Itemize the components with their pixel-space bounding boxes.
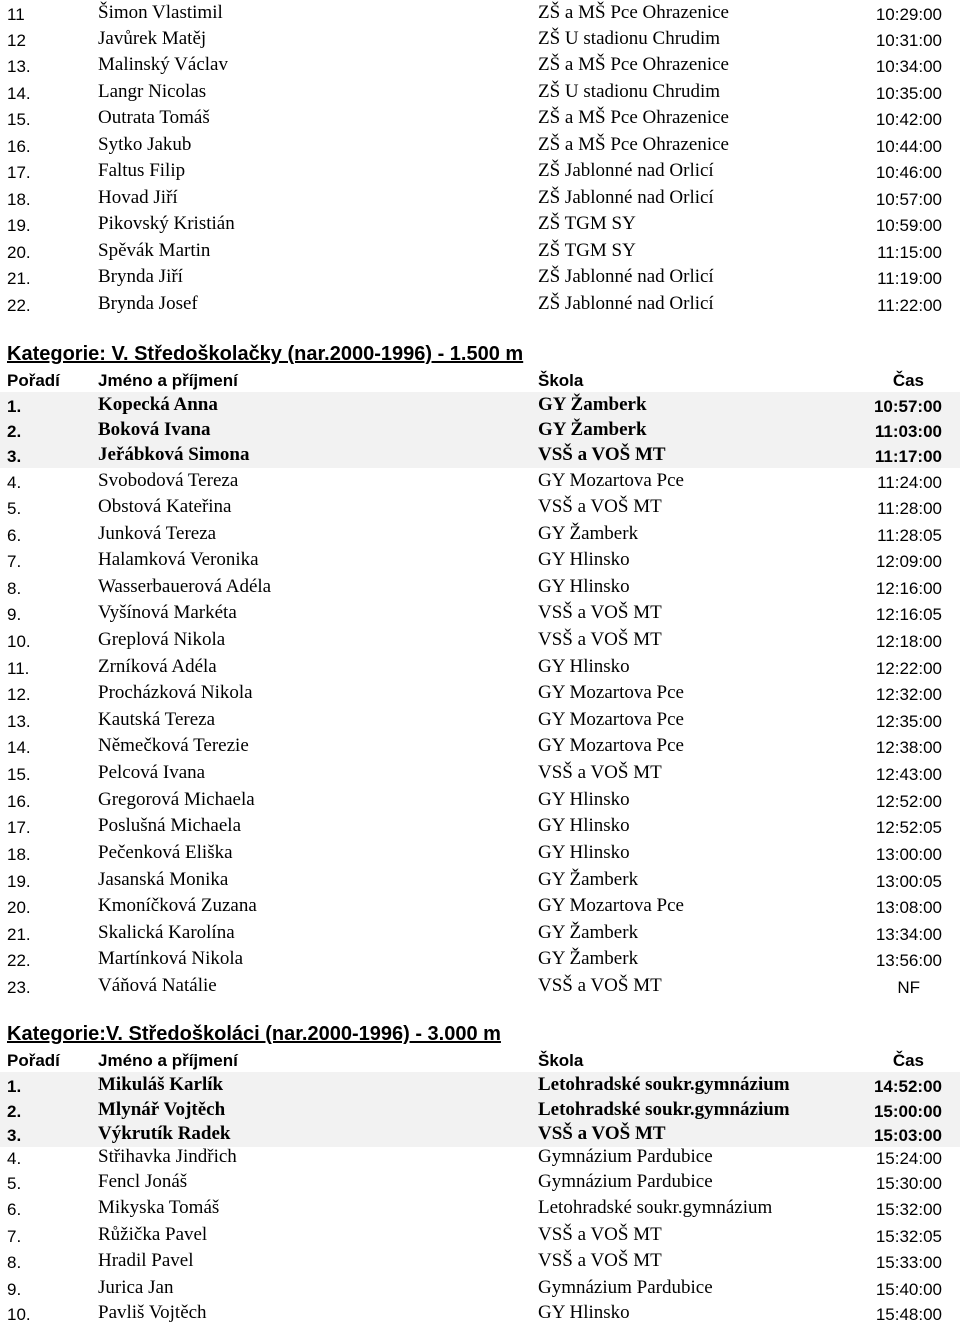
name-cell: Greplová Nikola: [98, 629, 226, 650]
school-cell: GY Mozartova Pce: [538, 895, 684, 916]
school-cell: GY Žamberk: [538, 394, 647, 415]
header-school: Škola: [538, 1051, 584, 1070]
school-cell: ZŠ U stadionu Chrudim: [538, 28, 721, 49]
time-cell: 15:32:00: [875, 1200, 942, 1219]
name-cell: Svobodová Tereza: [98, 470, 239, 491]
table-row: [0, 1275, 960, 1301]
table-row: [0, 1300, 960, 1326]
header-time: Čas: [892, 371, 924, 390]
time-cell: 15:00:00: [873, 1102, 942, 1121]
time-cell: 11:28:00: [877, 499, 942, 518]
time-cell: 12:43:00: [875, 765, 942, 784]
time-cell: 13:00:05: [875, 872, 942, 891]
table-row: [0, 760, 960, 786]
rank-cell: 22.: [7, 296, 31, 315]
school-cell: VSŠ a VOŠ MT: [538, 444, 666, 465]
time-cell: 13:56:00: [875, 951, 942, 970]
name-cell: Junková Tereza: [98, 523, 217, 544]
name-cell: Jeřábková Simona: [98, 444, 250, 465]
rank-cell: 18.: [7, 845, 31, 864]
rank-cell: 6.: [7, 1200, 22, 1219]
time-cell: 13:08:00: [875, 898, 942, 917]
school-cell: GY Hlinsko: [538, 656, 630, 677]
time-cell: 10:57:00: [875, 190, 942, 209]
name-cell: Růžička Pavel: [98, 1224, 208, 1245]
name-cell: Langr Nicolas: [98, 81, 207, 102]
time-cell: 11:28:05: [877, 526, 942, 545]
school-cell: Letohradské soukr.gymnázium: [538, 1099, 790, 1120]
table-header-girls: [0, 366, 960, 392]
time-cell: 10:59:00: [875, 216, 942, 235]
school-cell: VSŠ a VOŠ MT: [538, 629, 662, 650]
name-cell: Malinský Václav: [98, 54, 228, 75]
table-row: [0, 392, 960, 418]
time-cell: 12:22:00: [875, 659, 942, 678]
table-row: [0, 52, 960, 78]
school-cell: Gymnázium Pardubice: [538, 1146, 713, 1167]
school-cell: Letohradské soukr.gymnázium: [538, 1197, 773, 1218]
school-cell: VSŠ a VOŠ MT: [538, 762, 662, 783]
time-cell: 12:16:05: [875, 605, 942, 624]
school-cell: ZŠ U stadionu Chrudim: [538, 81, 721, 102]
school-cell: GY Mozartova Pce: [538, 682, 684, 703]
table-row: [0, 893, 960, 919]
school-cell: VSŠ a VOŠ MT: [538, 602, 662, 623]
school-cell: GY Hlinsko: [538, 815, 630, 836]
time-cell: 13:34:00: [875, 925, 942, 944]
time-cell: 12:16:00: [875, 579, 942, 598]
table-row: [0, 79, 960, 105]
table-row: [0, 600, 960, 626]
rank-cell: 11: [7, 5, 25, 24]
school-cell: ZŠ a MŠ Pce Ohrazenice: [538, 134, 729, 155]
table-row: [0, 973, 960, 999]
table-row: [0, 547, 960, 573]
school-cell: Gymnázium Pardubice: [538, 1171, 713, 1192]
table-row: [0, 494, 960, 520]
school-cell: VSŠ a VOŠ MT: [538, 975, 662, 996]
school-cell: ZŠ a MŠ Pce Ohrazenice: [538, 54, 729, 75]
table-row: [0, 1144, 960, 1170]
table-row: [0, 264, 960, 290]
name-cell: Kopecká Anna: [98, 394, 218, 415]
time-cell: 15:32:05: [875, 1227, 942, 1246]
table-row: [0, 1222, 960, 1248]
rank-cell: 5.: [7, 499, 22, 518]
school-cell: ZŠ a MŠ Pce Ohrazenice: [538, 107, 729, 128]
name-cell: Obstová Kateřina: [98, 496, 232, 517]
name-cell: Váňová Natálie: [98, 975, 217, 996]
name-cell: Jasanská Monika: [98, 869, 229, 890]
rank-cell: 20.: [7, 898, 31, 917]
rank-cell: 1.: [7, 397, 22, 416]
name-cell: Pelcová Ivana: [98, 762, 206, 783]
table-row: [0, 158, 960, 184]
school-cell: ZŠ Jablonné nad Orlicí: [538, 160, 714, 181]
table-row: [0, 1097, 960, 1123]
school-cell: GY Žamberk: [538, 948, 639, 969]
rank-cell: 4.: [7, 473, 22, 492]
rank-cell: 4.: [7, 1149, 22, 1168]
rank-cell: 14.: [7, 738, 31, 757]
rank-cell: 8.: [7, 579, 22, 598]
rank-cell: 7.: [7, 1227, 22, 1246]
name-cell: Brynda Josef: [98, 293, 198, 314]
rank-cell: 5.: [7, 1174, 22, 1193]
rank-cell: 22.: [7, 951, 31, 970]
time-cell: 10:35:00: [875, 84, 942, 103]
name-cell: Javůrek Matěj: [98, 28, 207, 49]
time-cell: 15:33:00: [875, 1253, 942, 1272]
name-cell: Sytko Jakub: [98, 134, 192, 155]
time-cell: 15:40:00: [875, 1280, 942, 1299]
time-cell: 11:22:00: [877, 296, 942, 315]
rank-cell: 2.: [7, 1102, 22, 1121]
time-cell: NF: [897, 978, 920, 997]
name-cell: Mikuláš Karlík: [98, 1074, 224, 1095]
table-row: [0, 442, 960, 468]
school-cell: GY Žamberk: [538, 523, 639, 544]
time-cell: 10:46:00: [875, 163, 942, 182]
school-cell: GY Mozartova Pce: [538, 735, 684, 756]
rank-cell: 12.: [7, 685, 31, 704]
name-cell: Faltus Filip: [98, 160, 186, 181]
table-row: [0, 867, 960, 893]
time-cell: 10:42:00: [875, 110, 942, 129]
time-cell: 11:24:00: [877, 473, 942, 492]
rank-cell: 7.: [7, 552, 22, 571]
time-cell: 12:52:00: [875, 792, 942, 811]
table-row: [0, 813, 960, 839]
rank-cell: 12: [7, 31, 26, 50]
table-row: [0, 574, 960, 600]
rank-cell: 23.: [7, 978, 31, 997]
school-cell: VSŠ a VOŠ MT: [538, 1123, 666, 1144]
school-cell: ZŠ a MŠ Pce Ohrazenice: [538, 2, 729, 23]
time-cell: 10:34:00: [875, 57, 942, 76]
time-cell: 11:15:00: [877, 243, 942, 262]
table-row: [0, 707, 960, 733]
school-cell: ZŠ TGM SY: [538, 213, 636, 234]
table-row: [0, 0, 960, 26]
name-cell: Fencl Jonáš: [98, 1171, 188, 1192]
time-cell: 15:03:00: [873, 1126, 942, 1145]
school-cell: ZŠ TGM SY: [538, 240, 636, 261]
name-cell: Střihavka Jindřich: [98, 1146, 237, 1167]
header-rank: Pořadí: [7, 371, 60, 390]
school-cell: GY Hlinsko: [538, 549, 630, 570]
rank-cell: 10.: [7, 1305, 31, 1324]
rank-cell: 17.: [7, 818, 31, 837]
school-cell: VSŠ a VOŠ MT: [538, 1250, 662, 1271]
school-cell: GY Mozartova Pce: [538, 470, 684, 491]
school-cell: GY Žamberk: [538, 419, 647, 440]
table-row: [0, 521, 960, 547]
table-row: [0, 291, 960, 317]
table-row: [0, 26, 960, 52]
rank-cell: 10.: [7, 632, 31, 651]
rank-cell: 2.: [7, 422, 22, 441]
name-cell: Kmoníčková Zuzana: [98, 895, 257, 916]
rank-cell: 9.: [7, 1280, 22, 1299]
school-cell: VSŠ a VOŠ MT: [538, 496, 662, 517]
table-row: [0, 733, 960, 759]
rank-cell: 16.: [7, 792, 31, 811]
table-row: [0, 1195, 960, 1221]
rank-cell: 19.: [7, 872, 31, 891]
school-cell: GY Žamberk: [538, 869, 639, 890]
name-cell: Pikovský Kristián: [98, 213, 235, 234]
table-row: [0, 1169, 960, 1195]
time-cell: 11:03:00: [874, 422, 942, 441]
name-cell: Gregorová Michaela: [98, 789, 255, 810]
table-row: [0, 946, 960, 972]
table-row: [0, 1072, 960, 1098]
rank-cell: 11.: [7, 659, 30, 678]
time-cell: 12:35:00: [875, 712, 942, 731]
header-school: Škola: [538, 371, 584, 390]
table-row: [0, 185, 960, 211]
table-row: [0, 211, 960, 237]
time-cell: 15:48:00: [875, 1305, 942, 1324]
name-cell: Mlynář Vojtěch: [98, 1099, 226, 1120]
table-row: [0, 654, 960, 680]
header-time: Čas: [892, 1051, 924, 1070]
table-row: [0, 238, 960, 264]
table-row: [0, 132, 960, 158]
time-cell: 10:29:00: [875, 5, 942, 24]
time-cell: 12:52:05: [875, 818, 942, 837]
name-cell: Pavliš Vojtěch: [98, 1302, 207, 1323]
name-cell: Zrníková Adéla: [98, 656, 217, 677]
school-cell: GY Hlinsko: [538, 842, 630, 863]
time-cell: 12:38:00: [875, 738, 942, 757]
time-cell: 10:57:00: [873, 397, 942, 416]
rank-cell: 15.: [7, 765, 31, 784]
table-row: [0, 468, 960, 494]
name-cell: Martínková Nikola: [98, 948, 244, 969]
school-cell: GY Hlinsko: [538, 576, 630, 597]
school-cell: GY Hlinsko: [538, 789, 630, 810]
name-cell: Brynda Jiří: [98, 266, 183, 287]
rank-cell: 19.: [7, 216, 31, 235]
school-cell: GY Mozartova Pce: [538, 709, 684, 730]
school-cell: ZŠ Jablonné nad Orlicí: [538, 293, 714, 314]
table-row: [0, 105, 960, 131]
table-row: [0, 1248, 960, 1274]
time-cell: 10:44:00: [875, 137, 942, 156]
table-row: [0, 787, 960, 813]
school-cell: GY Hlinsko: [538, 1302, 630, 1323]
time-cell: 15:24:00: [875, 1149, 942, 1168]
table-row: [0, 840, 960, 866]
rank-cell: 14.: [7, 84, 31, 103]
time-cell: 11:19:00: [877, 269, 942, 288]
rank-cell: 16.: [7, 137, 31, 156]
rank-cell: 20.: [7, 243, 31, 262]
rank-cell: 13.: [7, 712, 31, 731]
time-cell: 13:00:00: [875, 845, 942, 864]
rank-cell: 13.: [7, 57, 31, 76]
rank-cell: 6.: [7, 526, 22, 545]
name-cell: Vyšínová Markéta: [98, 602, 237, 623]
time-cell: 12:09:00: [875, 552, 942, 571]
time-cell: 11:17:00: [874, 447, 942, 466]
table-row: [0, 680, 960, 706]
rank-cell: 21.: [7, 925, 31, 944]
name-cell: Halamková Veronika: [98, 549, 259, 570]
name-cell: Výkrutík Radek: [98, 1123, 231, 1144]
name-cell: Šimon Vlastimil: [98, 2, 223, 23]
rank-cell: 9.: [7, 605, 22, 624]
name-cell: Němečková Terezie: [98, 735, 249, 756]
name-cell: Mikyska Tomáš: [98, 1197, 220, 1218]
name-cell: Spěvák Martin: [98, 240, 211, 261]
rank-cell: 3.: [7, 1126, 22, 1145]
table-row: [0, 920, 960, 946]
school-cell: ZŠ Jablonné nad Orlicí: [538, 187, 714, 208]
rank-cell: 3.: [7, 447, 22, 466]
time-cell: 12:32:00: [875, 685, 942, 704]
school-cell: Gymnázium Pardubice: [538, 1277, 713, 1298]
rank-cell: 15.: [7, 110, 31, 129]
name-cell: Procházková Nikola: [98, 682, 253, 703]
name-cell: Kautská Tereza: [98, 709, 216, 730]
header-name: Jméno a příjmení: [98, 1051, 238, 1070]
category-title-girls: Kategorie: V. Středoškolačky (nar.2000-1996) - 1.500 m: [7, 343, 524, 365]
rank-cell: 18.: [7, 190, 31, 209]
rank-cell: 21.: [7, 269, 31, 288]
name-cell: Hovad Jiří: [98, 187, 178, 208]
school-cell: ZŠ Jablonné nad Orlicí: [538, 266, 714, 287]
header-name: Jméno a příjmení: [98, 371, 238, 390]
name-cell: Wasserbauerová Adéla: [98, 576, 272, 597]
header-rank: Pořadí: [7, 1051, 60, 1070]
table-row: [0, 627, 960, 653]
rank-cell: 1.: [7, 1077, 22, 1096]
name-cell: Skalická Karolína: [98, 922, 235, 943]
time-cell: 14:52:00: [873, 1077, 942, 1096]
table-header-boys: [0, 1046, 960, 1072]
name-cell: Poslušná Michaela: [98, 815, 242, 836]
rank-cell: 17.: [7, 163, 31, 182]
school-cell: VSŠ a VOŠ MT: [538, 1224, 662, 1245]
school-cell: Letohradské soukr.gymnázium: [538, 1074, 790, 1095]
name-cell: Pečenková Eliška: [98, 842, 233, 863]
name-cell: Hradil Pavel: [98, 1250, 194, 1271]
time-cell: 12:18:00: [875, 632, 942, 651]
rank-cell: 8.: [7, 1253, 22, 1272]
table-row: [0, 417, 960, 443]
time-cell: 10:31:00: [875, 31, 942, 50]
time-cell: 15:30:00: [875, 1174, 942, 1193]
name-cell: Jurica Jan: [98, 1277, 174, 1298]
name-cell: Outrata Tomáš: [98, 107, 210, 128]
name-cell: Boková Ivana: [98, 419, 211, 440]
school-cell: GY Žamberk: [538, 922, 639, 943]
category-title-boys: Kategorie:V. Středoškoláci (nar.2000-1996) - 3.000 m: [7, 1023, 501, 1045]
